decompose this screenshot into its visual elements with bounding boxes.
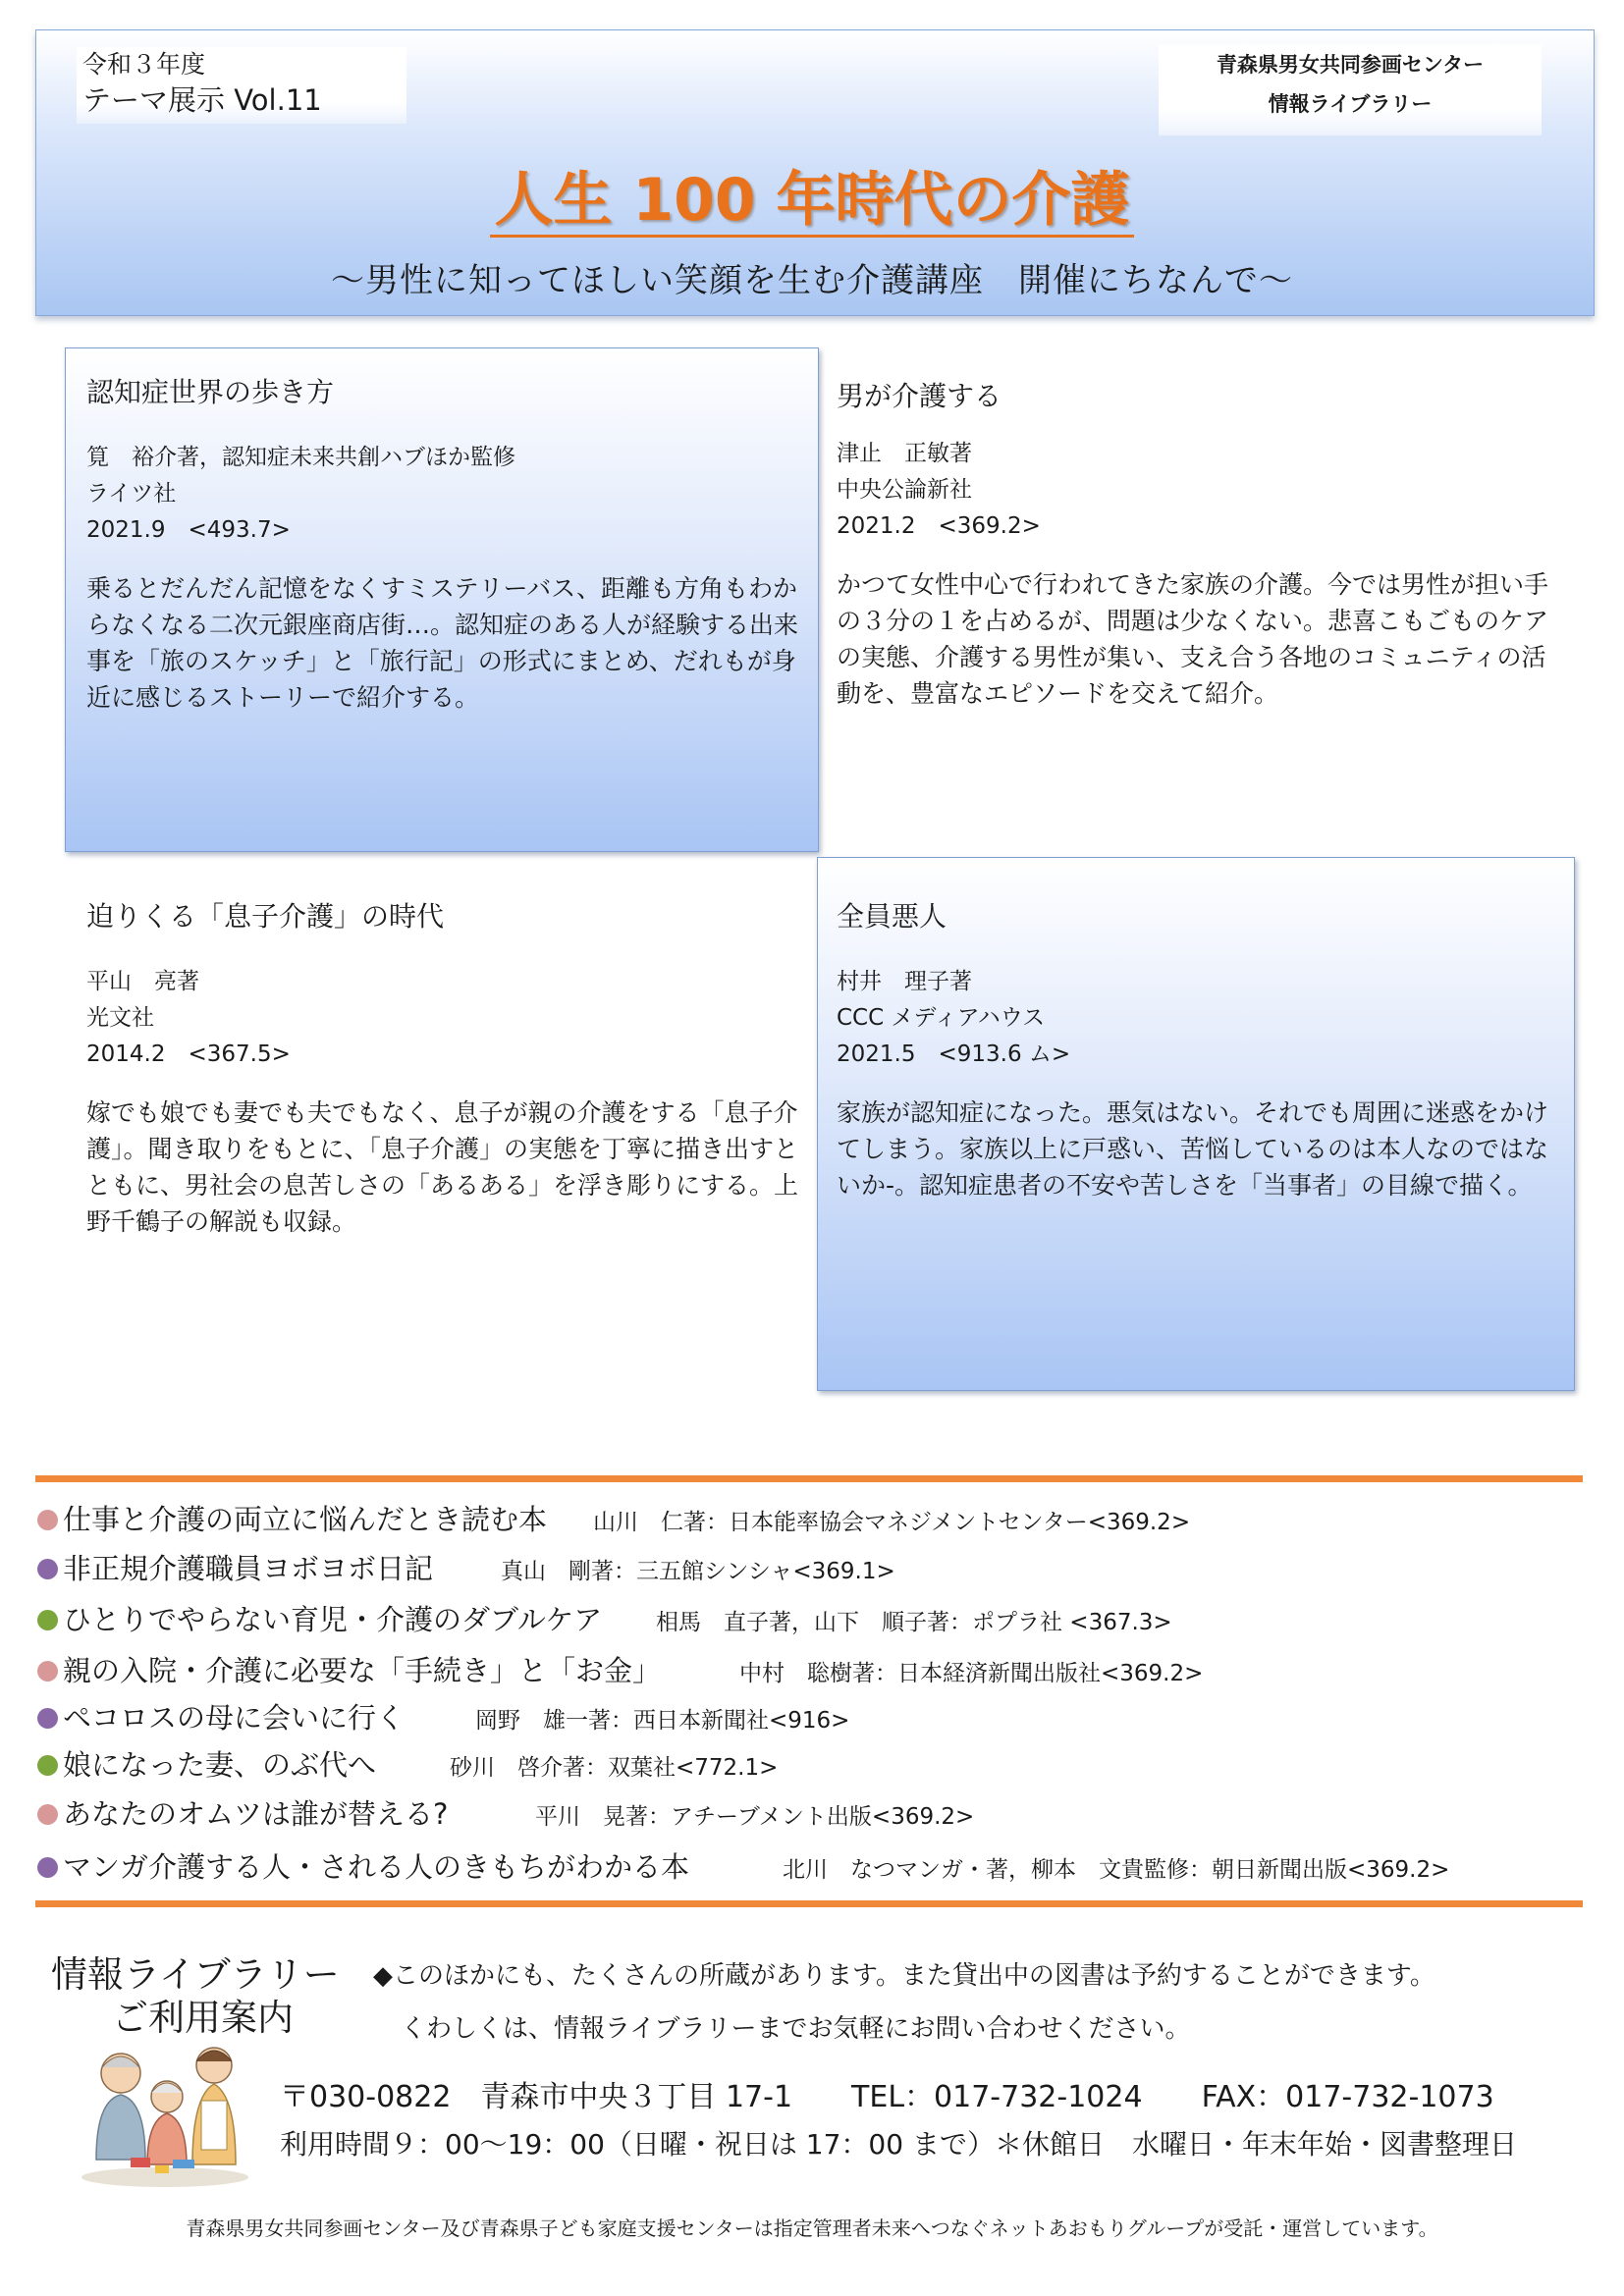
related-book-title: マンガ介護する人・される人のきもちがわかる本 <box>63 1850 690 1884</box>
book-2 <box>837 375 1559 712</box>
divider-top <box>35 1475 1583 1482</box>
book-description: かつて女性中心で行われてきた家族の介護。今では男性が担い手の３分の１を占めるが、問題は少なくない。悲喜こもごものケアの実態、介護する男性が集い、支え合う各地のコミュニティの活動を、豊富なエピソードを交えて紹介。 <box>837 570 1549 708</box>
list-item <box>37 1498 547 1541</box>
related-book-title: 親の入院・介護に必要な「手続き」と「お金」 <box>63 1654 662 1687</box>
list-item <box>37 1743 376 1787</box>
header-series-label <box>77 47 406 124</box>
book-publisher: 中央公論新社 <box>837 477 972 503</box>
related-book-author: 真山 剛著：三五館シンシャ<369.1> <box>501 1559 895 1584</box>
header-org-label <box>1159 45 1542 135</box>
related-book-title: あなたのオムツは誰が替える? <box>63 1797 449 1831</box>
bullet-dot-icon <box>37 1804 58 1825</box>
hours-line: 利用時間９：00～19：00（日曜・祝日は 17：00 まで）＊休館日 水曜日・年末年始・図書整理日 <box>280 2128 1517 2161</box>
address-line: 〒030-0822 青森市中央３丁目 17-1 TEL：017-732-1024 FAX：017-732-1073 <box>280 2080 1494 2114</box>
notice-line-1: ◆このほかにも、たくさんの所蔵があります。また貸出中の図書は予約することができます。 <box>373 1961 1435 1991</box>
book-title: 男が介護する <box>837 380 1002 412</box>
list-item <box>37 1547 433 1590</box>
related-book-author: 岡野 雄一著：西日本新聞社<916> <box>475 1708 850 1734</box>
book-1 <box>86 371 809 716</box>
series-volume: テーマ展示 Vol.11 <box>82 83 322 117</box>
book-description: 乗るとだんだん記憶をなくすミステリーバス、距離も方角もわからなくなる二次元銀座商店街…。認知症のある人が経験する出来事を「旅のスケッチ」と「旅行記」の形式にまとめ、だれもが身近に感じるストーリーで紹介する。 <box>86 574 799 712</box>
book-author: 村井 理子著 <box>837 969 972 994</box>
credit-line: 青森県男女共同参画センター及び青森県子ども家庭支援センターは指定管理者未来へつなぐネットあおもりグループが受託・運営しています。 <box>186 2216 1438 2240</box>
page-subtitle: ～男性に知ってほしい笑顔を生む介護講座 開催にちなんで～ <box>331 261 1293 300</box>
book-author: 津止 正敏著 <box>837 441 972 466</box>
related-book-title: ひとりでやらない育児・介護のダブルケア <box>63 1603 603 1636</box>
related-book-author: 北川 なつマンガ・著，柳本 文貴監修：朝日新聞出版<369.2> <box>783 1857 1450 1883</box>
list-item <box>37 1845 689 1889</box>
page-title: 人生 100 年時代の介護 <box>0 153 1624 238</box>
list-item <box>37 1649 661 1692</box>
list-item <box>37 1598 602 1641</box>
book-3 <box>86 895 805 1240</box>
notice-line-2: くわしくは、情報ライブラリーまでお気軽にお問い合わせください。 <box>401 2014 1191 2044</box>
related-book-author: 砂川 啓介著：双葉社<772.1> <box>450 1755 779 1781</box>
info-title-line1: 情報ライブラリー <box>51 1953 340 1996</box>
list-item <box>37 1696 405 1739</box>
bullet-dot-icon <box>37 1857 58 1878</box>
related-book-title: 非正規介護職員ヨボヨボ日記 <box>63 1552 434 1585</box>
book-description: 嫁でも娘でも妻でも夫でもなく、息子が親の介護をする「息子介護」。聞き取りをもとに、「息子介護」の実態を丁寧に描き出すとともに、男社会の息苦しさの「あるある」を浮き彫りにする。上野千鶴子の解説も収録。 <box>86 1098 799 1236</box>
book-date-call: 2014.2 <367.5> <box>86 1041 291 1067</box>
book-title: 認知症世界の歩き方 <box>86 376 335 408</box>
bullet-dot-icon <box>37 1755 58 1776</box>
bullet-dot-icon <box>37 1708 58 1729</box>
related-book-author: 相馬 直子著，山下 順子著：ポプラ社 <367.3> <box>656 1610 1172 1635</box>
bullet-dot-icon <box>37 1559 58 1579</box>
book-date-call: 2021.5 <913.6 ム> <box>837 1041 1071 1067</box>
org-name: 青森県男女共同参画センター <box>1216 53 1485 77</box>
library-info-title <box>51 1953 340 2040</box>
book-title: 迫りくる「息子介護」の時代 <box>86 900 445 933</box>
book-date-call: 2021.2 <369.2> <box>837 513 1041 539</box>
book-date-call: 2021.9 <493.7> <box>86 517 291 543</box>
book-author: 筧 裕介著，認知症未来共創ハブほか監修 <box>86 445 515 470</box>
related-book-author: 平川 晃著：アチーブメント出版<369.2> <box>535 1804 975 1830</box>
dept-name: 情報ライブラリー <box>1268 92 1433 116</box>
book-publisher: CCC メディアハウス <box>837 1005 1046 1031</box>
bullet-dot-icon <box>37 1510 58 1530</box>
caregiver-illustration <box>77 2032 253 2189</box>
book-description: 家族が認知症になった。悪気はない。それでも周囲に迷惑をかけてしまう。家族以上に戸惑い、苦悩しているのは本人なのではないか-。認知症患者の不安や苦しさを「当事者」の目線で描く。 <box>837 1098 1549 1200</box>
bullet-dot-icon <box>37 1661 58 1682</box>
fiscal-year: 令和３年度 <box>82 50 206 79</box>
book-publisher: ライツ社 <box>86 481 177 507</box>
related-book-author: 中村 聡樹著：日本経済新聞出版社<369.2> <box>739 1661 1204 1686</box>
related-book-title: 仕事と介護の両立に悩んだとき読む本 <box>63 1503 548 1536</box>
related-book-author: 山川 仁著：日本能率協会マネジメントセンター<369.2> <box>593 1510 1191 1535</box>
book-author: 平山 亮著 <box>86 969 199 994</box>
related-book-title: ペコロスの母に会いに行く <box>63 1701 406 1735</box>
book-publisher: 光文社 <box>86 1005 154 1031</box>
list-item <box>37 1792 448 1836</box>
info-title-line2: ご利用案内 <box>112 1997 294 2039</box>
related-book-title: 娘になった妻、のぶ代へ <box>63 1748 377 1782</box>
bullet-dot-icon <box>37 1610 58 1630</box>
book-4 <box>837 895 1559 1203</box>
book-title: 全員悪人 <box>837 900 947 933</box>
divider-bottom <box>35 1900 1583 1907</box>
